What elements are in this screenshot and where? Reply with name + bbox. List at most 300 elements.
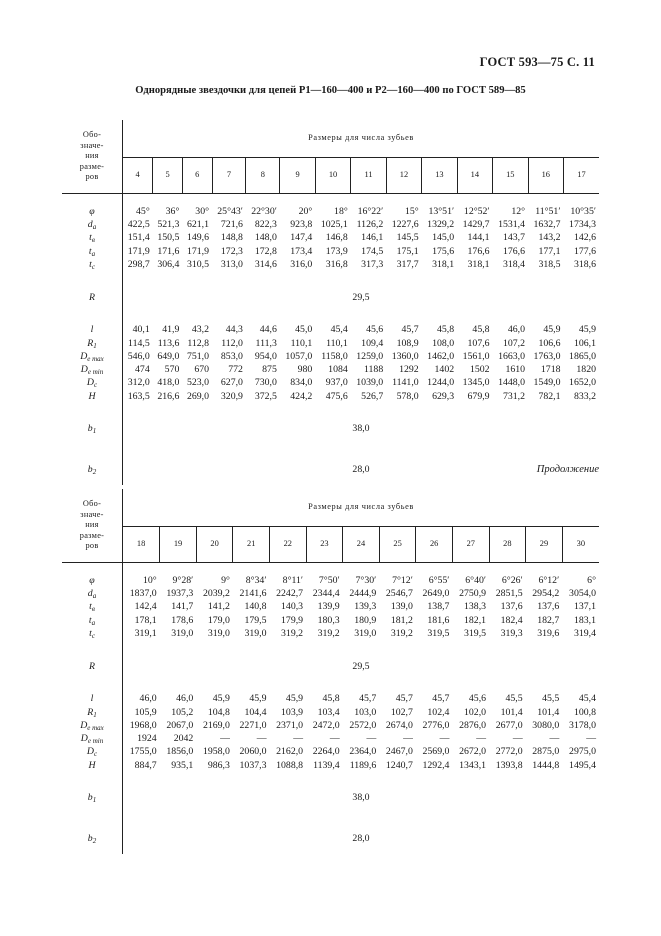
value-cell: 6°26′ bbox=[501, 574, 523, 586]
value-cell: 1329,2 bbox=[427, 219, 455, 231]
value-cell: 44,3 bbox=[225, 324, 243, 336]
value-cell: 954,0 bbox=[254, 350, 277, 362]
row-label-b1: $b_1$ bbox=[62, 414, 123, 444]
value-cell: 546,0 bbox=[127, 350, 150, 362]
row-label-r: R bbox=[62, 651, 123, 681]
value-cell: 521,3 bbox=[157, 219, 180, 231]
value-cell: 8°34′ bbox=[245, 574, 267, 586]
value-cell: 1429,7 bbox=[462, 219, 490, 231]
value-cell: 1037,3 bbox=[239, 759, 267, 771]
header-row bbox=[62, 120, 599, 158]
value-cell: 1495,4 bbox=[569, 759, 596, 771]
value-cell: — bbox=[476, 733, 487, 745]
value-cell: 151,4 bbox=[127, 232, 150, 244]
value-cell: 100,8 bbox=[573, 706, 596, 718]
label-header-line: ров bbox=[85, 541, 99, 551]
teeth-count-cell: 25 bbox=[379, 527, 416, 563]
value-cell: 174,5 bbox=[361, 245, 384, 257]
value-cell: 1924 bbox=[137, 733, 157, 745]
value-cell: 36° bbox=[165, 205, 180, 217]
value-cell: 6°12′ bbox=[538, 574, 560, 586]
value-cell: 2467,0 bbox=[385, 746, 413, 758]
value-cell: 181,2 bbox=[390, 614, 413, 626]
value-cell: 1856,0 bbox=[166, 746, 194, 758]
row-demax bbox=[62, 350, 599, 363]
row-tc bbox=[62, 258, 599, 271]
value-cell: 176,6 bbox=[502, 245, 526, 257]
spacer-cell bbox=[123, 271, 600, 282]
row-b1 bbox=[62, 414, 599, 444]
value-cell: 102,7 bbox=[390, 706, 413, 718]
merged-value-cell: 38,0 bbox=[352, 792, 370, 804]
value-cell: 884,7 bbox=[134, 759, 157, 771]
value-cell: 107,6 bbox=[467, 337, 490, 349]
value-cell: 180,9 bbox=[354, 614, 377, 626]
value-cell: 45° bbox=[136, 205, 150, 217]
row-h bbox=[62, 390, 599, 403]
teeth-count-row bbox=[62, 527, 599, 563]
value-cell: 1393,8 bbox=[495, 759, 523, 771]
value-cell: 306,4 bbox=[157, 258, 180, 270]
value-cell: 834,0 bbox=[290, 377, 313, 389]
row-r bbox=[62, 651, 599, 681]
teeth-count-cell: 18 bbox=[123, 527, 160, 563]
teeth-count-cell: 19 bbox=[160, 527, 197, 563]
teeth-count-cell: 15 bbox=[493, 158, 528, 194]
value-cell: 139,3 bbox=[354, 601, 377, 613]
value-cell: 101,4 bbox=[500, 706, 523, 718]
value-cell: 25°43′ bbox=[217, 205, 243, 217]
value-cell: 1561,0 bbox=[462, 350, 490, 362]
value-cell: 772 bbox=[228, 364, 243, 376]
teeth-count-cell: 30 bbox=[562, 527, 599, 563]
value-cell: 1502 bbox=[469, 364, 490, 376]
value-cell: 679,9 bbox=[467, 390, 490, 402]
value-cell: 144,1 bbox=[467, 232, 490, 244]
teeth-count-cell: 13 bbox=[422, 158, 457, 194]
value-cell: 782,1 bbox=[538, 390, 561, 402]
value-cell: 22°30′ bbox=[251, 205, 277, 217]
value-cell: 1360,0 bbox=[391, 350, 419, 362]
value-cell: 18° bbox=[334, 205, 348, 217]
value-cell: 1227,6 bbox=[391, 219, 419, 231]
value-cell: 141,2 bbox=[207, 601, 230, 613]
value-cell: 180,3 bbox=[317, 614, 340, 626]
label-header-line: ров bbox=[85, 172, 99, 182]
row-label-r1: $R_1$ bbox=[62, 706, 123, 719]
teeth-count-cell: 22 bbox=[269, 527, 306, 563]
value-cell: 2067,0 bbox=[166, 719, 194, 731]
spacer-cell bbox=[123, 563, 600, 575]
value-cell: 101,4 bbox=[537, 706, 560, 718]
value-cell: 2672,0 bbox=[459, 746, 487, 758]
row-h bbox=[62, 759, 599, 772]
teeth-count-cell: 5 bbox=[153, 158, 183, 194]
value-cell: 1402 bbox=[434, 364, 455, 376]
value-cell: 45,4 bbox=[578, 693, 596, 705]
value-cell: 1718 bbox=[540, 364, 561, 376]
value-cell: 106,1 bbox=[573, 337, 596, 349]
table-title: Однорядные звездочки для цепей Р1—160—400 и Р2—160—400 по ГОСТ 589—85 bbox=[135, 85, 526, 96]
value-cell: 1259,0 bbox=[356, 350, 384, 362]
row-b2 bbox=[62, 824, 599, 854]
label-header-line: Обо- bbox=[82, 130, 102, 140]
value-cell: — bbox=[220, 733, 230, 745]
value-cell: 319,0 bbox=[171, 627, 194, 639]
merged-value-cell: 38,0 bbox=[352, 423, 370, 435]
value-cell: 104,8 bbox=[207, 706, 230, 718]
value-cell: 318,4 bbox=[502, 258, 526, 270]
value-cell: 8°11′ bbox=[282, 574, 304, 586]
label-header-line: значе- bbox=[80, 140, 104, 150]
value-cell: 177,1 bbox=[538, 245, 561, 257]
value-cell: 138,3 bbox=[464, 601, 487, 613]
value-cell: 178,1 bbox=[134, 614, 157, 626]
value-cell: 578,0 bbox=[396, 390, 419, 402]
label-header-line: значе- bbox=[80, 509, 104, 519]
value-cell: 163,5 bbox=[127, 390, 150, 402]
value-cell: 418,0 bbox=[157, 377, 180, 389]
value-cell: 45,8 bbox=[322, 693, 340, 705]
value-cell: 649,0 bbox=[157, 350, 180, 362]
teeth-count-cell: 26 bbox=[416, 527, 453, 563]
row-b2 bbox=[62, 455, 599, 485]
row-r bbox=[62, 282, 599, 312]
value-cell: 721,6 bbox=[220, 219, 243, 231]
value-cell: 2569,0 bbox=[422, 746, 450, 758]
spacer-cell bbox=[123, 813, 600, 824]
row-label-da: $d_a$ bbox=[62, 218, 123, 231]
value-cell: 112,0 bbox=[221, 337, 243, 349]
teeth-count-cell: 28 bbox=[489, 527, 526, 563]
value-cell: 2162,0 bbox=[276, 746, 304, 758]
spacer-cell bbox=[123, 312, 600, 323]
value-cell: 179,5 bbox=[244, 614, 267, 626]
value-cell: 2750,9 bbox=[459, 588, 487, 600]
label-header-line: Обо- bbox=[82, 499, 102, 509]
teeth-count-cell: 7 bbox=[212, 158, 246, 194]
value-cell: 319,2 bbox=[390, 627, 413, 639]
row-label-tb: $t_в$ bbox=[62, 601, 123, 614]
value-cell: 2875,0 bbox=[532, 746, 560, 758]
row-r1 bbox=[62, 337, 599, 350]
spacer-label bbox=[62, 772, 123, 783]
value-cell: 822,3 bbox=[254, 219, 277, 231]
value-cell: 2546,7 bbox=[385, 588, 413, 600]
value-cell: 319,3 bbox=[500, 627, 523, 639]
teeth-count-cell: 23 bbox=[306, 527, 343, 563]
value-cell: 46,0 bbox=[176, 693, 194, 705]
value-cell: 1462,0 bbox=[427, 350, 455, 362]
spacer-cell bbox=[123, 194, 600, 206]
value-cell: 312,0 bbox=[127, 377, 150, 389]
value-cell: 6° bbox=[587, 574, 596, 586]
row-phi bbox=[62, 205, 599, 218]
spacer-cell bbox=[123, 640, 600, 651]
value-cell: 45,7 bbox=[432, 693, 450, 705]
value-cell: 149,6 bbox=[186, 232, 210, 244]
teeth-count-cell: 29 bbox=[526, 527, 563, 563]
value-cell: 523,0 bbox=[186, 377, 210, 389]
value-cell: 1343,1 bbox=[459, 759, 487, 771]
spacer-cell bbox=[123, 772, 600, 783]
value-cell: 2264,0 bbox=[312, 746, 340, 758]
spacer-label bbox=[62, 312, 123, 323]
label-header-line: разме- bbox=[79, 530, 105, 540]
spacer-row bbox=[62, 563, 599, 575]
value-cell: 2242,7 bbox=[276, 588, 304, 600]
row-da bbox=[62, 218, 599, 231]
value-cell: 139,0 bbox=[390, 601, 413, 613]
value-cell: — bbox=[403, 733, 413, 745]
row-ta bbox=[62, 245, 599, 258]
value-cell: 10° bbox=[142, 574, 157, 586]
value-cell: 319,5 bbox=[464, 627, 487, 639]
value-cell: 2060,0 bbox=[239, 746, 267, 758]
value-cell: 148,8 bbox=[220, 232, 243, 244]
value-cell: 108,9 bbox=[396, 337, 419, 349]
value-cell: 2674,0 bbox=[385, 719, 413, 731]
value-cell: 30° bbox=[195, 205, 210, 217]
value-cell: 9° bbox=[221, 574, 230, 586]
row-label-r1: $R_1$ bbox=[62, 337, 123, 350]
value-cell: 45,5 bbox=[542, 693, 560, 705]
value-cell: 140,8 bbox=[244, 601, 267, 613]
teeth-count-cell: 16 bbox=[528, 158, 563, 194]
header-row bbox=[62, 489, 599, 527]
value-cell: 102,4 bbox=[427, 706, 450, 718]
value-cell: 145,5 bbox=[396, 232, 419, 244]
value-cell: 318,5 bbox=[538, 258, 561, 270]
value-cell: 2975,0 bbox=[569, 746, 596, 758]
value-cell: 570 bbox=[164, 364, 180, 376]
value-cell: 45,8 bbox=[472, 324, 490, 336]
value-cell: 102,0 bbox=[464, 706, 487, 718]
spacer-row bbox=[62, 640, 599, 651]
label-header-line: ния bbox=[85, 520, 99, 530]
value-cell: 318,6 bbox=[573, 258, 596, 270]
value-cell: 179,9 bbox=[281, 614, 304, 626]
value-cell: 43,2 bbox=[191, 324, 210, 336]
value-cell: 2271,0 bbox=[239, 719, 267, 731]
value-cell: 526,7 bbox=[361, 390, 384, 402]
spacer-row bbox=[62, 194, 599, 206]
value-cell: 45,4 bbox=[330, 324, 348, 336]
value-cell: — bbox=[439, 733, 450, 745]
spacer-cell bbox=[123, 681, 600, 692]
value-cell: 319,0 bbox=[354, 627, 377, 639]
spacer-row bbox=[62, 444, 599, 455]
value-cell: 2772,0 bbox=[495, 746, 523, 758]
row-label-h: H bbox=[62, 759, 123, 772]
teeth-count-row bbox=[62, 158, 599, 194]
value-cell: 1610 bbox=[505, 364, 526, 376]
row-tb bbox=[62, 232, 599, 245]
row-label-b1: $b_1$ bbox=[62, 783, 123, 813]
value-cell: 1937,3 bbox=[166, 588, 194, 600]
value-cell: 45,9 bbox=[578, 324, 596, 336]
value-cell: 143,7 bbox=[502, 232, 526, 244]
value-cell: 137,1 bbox=[573, 601, 596, 613]
value-cell: 3080,0 bbox=[532, 719, 560, 731]
value-cell: 319,0 bbox=[244, 627, 267, 639]
value-cell: 2344,4 bbox=[312, 588, 340, 600]
row-label-l: l bbox=[62, 323, 123, 336]
value-cell: 138,7 bbox=[427, 601, 450, 613]
row-tb bbox=[62, 601, 599, 614]
value-cell: 107,2 bbox=[502, 337, 526, 349]
row-label-ta: $t_a$ bbox=[62, 245, 123, 258]
row-demax bbox=[62, 719, 599, 732]
value-cell: 1292 bbox=[399, 364, 419, 376]
spacer-label bbox=[62, 403, 123, 414]
value-cell: 2954,2 bbox=[532, 588, 560, 600]
teeth-count-cell: 14 bbox=[457, 158, 492, 194]
page-header: ГОСТ 593—75 С. 11 bbox=[479, 55, 595, 69]
value-cell: 177,6 bbox=[573, 245, 596, 257]
value-cell: 46,0 bbox=[507, 324, 526, 336]
row-label-b2: $b_2$ bbox=[62, 824, 123, 854]
row-label-l: l bbox=[62, 692, 123, 705]
teeth-count-cell: 6 bbox=[182, 158, 212, 194]
value-cell: 15° bbox=[404, 205, 419, 217]
value-cell: 44,6 bbox=[259, 324, 277, 336]
value-cell: 319,1 bbox=[134, 627, 157, 639]
row-label-ta: $t_a$ bbox=[62, 614, 123, 627]
label-column-header bbox=[62, 489, 123, 563]
value-cell: 422,5 bbox=[127, 219, 150, 231]
value-cell: 172,3 bbox=[220, 245, 243, 257]
value-cell: 1820 bbox=[576, 364, 596, 376]
value-cell: 45,9 bbox=[543, 324, 561, 336]
value-cell: 2039,2 bbox=[202, 588, 230, 600]
value-cell: 318,1 bbox=[467, 258, 490, 270]
value-cell: 110,1 bbox=[326, 337, 348, 349]
label-header-line: ния bbox=[85, 151, 99, 161]
value-cell: 12° bbox=[511, 205, 526, 217]
value-cell: 2677,0 bbox=[495, 719, 523, 731]
value-cell: 319,2 bbox=[281, 627, 304, 639]
value-cell: 45,6 bbox=[366, 324, 384, 336]
value-cell: 1244,0 bbox=[427, 377, 455, 389]
value-cell: 16°22′ bbox=[357, 205, 384, 217]
value-cell: 314,6 bbox=[254, 258, 277, 270]
row-r1 bbox=[62, 706, 599, 719]
value-cell: 1968,0 bbox=[129, 719, 157, 731]
value-cell: 627,0 bbox=[220, 377, 243, 389]
value-cell: 111,3 bbox=[255, 337, 277, 349]
value-cell: 45,9 bbox=[249, 693, 267, 705]
row-ta bbox=[62, 614, 599, 627]
value-cell: 182,4 bbox=[500, 614, 523, 626]
value-cell: 1057,0 bbox=[285, 350, 313, 362]
value-cell: — bbox=[329, 733, 340, 745]
row-label-demin: $D_{e min}$ bbox=[62, 732, 123, 745]
value-cell: 45,9 bbox=[285, 693, 304, 705]
value-cell: 108,0 bbox=[432, 337, 455, 349]
value-cell: 318,1 bbox=[432, 258, 455, 270]
value-cell: 183,1 bbox=[573, 614, 596, 626]
value-cell: 833,2 bbox=[573, 390, 596, 402]
value-cell: 104,4 bbox=[244, 706, 267, 718]
group-header: Размеры для числа зубьев bbox=[123, 120, 600, 158]
value-cell: 20° bbox=[298, 205, 313, 217]
value-cell: 317,3 bbox=[361, 258, 384, 270]
value-cell: 3054,0 bbox=[569, 588, 596, 600]
row-phi bbox=[62, 574, 599, 587]
value-cell: 935,1 bbox=[171, 759, 194, 771]
value-cell: 269,0 bbox=[186, 390, 210, 402]
value-cell: 45,6 bbox=[468, 693, 487, 705]
spacer-label bbox=[62, 640, 123, 651]
spacer-row bbox=[62, 312, 599, 323]
value-cell: 103,0 bbox=[354, 706, 377, 718]
value-cell: 137,6 bbox=[500, 601, 523, 613]
row-demin bbox=[62, 363, 599, 376]
value-cell: 171,9 bbox=[186, 245, 210, 257]
value-cell: 1663,0 bbox=[498, 350, 526, 362]
row-dc bbox=[62, 746, 599, 759]
spacer-label bbox=[62, 444, 123, 455]
value-cell: 1549,0 bbox=[533, 377, 561, 389]
spacer-cell bbox=[123, 403, 600, 414]
row-label-h: H bbox=[62, 390, 123, 403]
row-label-demax: $D_{e max}$ bbox=[62, 350, 123, 363]
merged-value-cell: 28,0 bbox=[352, 833, 370, 845]
teeth-count-cell: 10 bbox=[315, 158, 350, 194]
spacer-row bbox=[62, 681, 599, 692]
value-cell: 320,9 bbox=[220, 390, 243, 402]
value-cell: 106,6 bbox=[538, 337, 561, 349]
spacer-label bbox=[62, 813, 123, 824]
value-cell: 1158,0 bbox=[321, 350, 348, 362]
value-cell: 2371,0 bbox=[276, 719, 304, 731]
value-cell: 173,9 bbox=[325, 245, 348, 257]
value-cell: 2364,0 bbox=[349, 746, 377, 758]
value-cell: 9°28′ bbox=[172, 574, 194, 586]
value-cell: 316,8 bbox=[325, 258, 348, 270]
spacer-label bbox=[62, 194, 123, 206]
row-label-tb: $t_в$ bbox=[62, 232, 123, 245]
spacer-row bbox=[62, 403, 599, 414]
value-cell: 173,4 bbox=[290, 245, 313, 257]
row-l bbox=[62, 323, 599, 336]
spacer-label bbox=[62, 271, 123, 282]
value-cell: 2776,0 bbox=[422, 719, 450, 731]
value-cell: 46,0 bbox=[139, 693, 157, 705]
merged-value-cell: 29,5 bbox=[352, 660, 370, 672]
value-cell: 1345,0 bbox=[462, 377, 490, 389]
value-cell: 114,5 bbox=[128, 337, 150, 349]
value-cell: 2851,5 bbox=[495, 588, 523, 600]
row-label-r: R bbox=[62, 282, 123, 312]
value-cell: 139,9 bbox=[317, 601, 340, 613]
value-cell: 298,7 bbox=[127, 258, 150, 270]
value-cell: 110,1 bbox=[290, 337, 313, 349]
value-cell: 137,6 bbox=[537, 601, 560, 613]
value-cell: 2572,0 bbox=[349, 719, 377, 731]
value-cell: 146,8 bbox=[325, 232, 348, 244]
value-cell: 146,1 bbox=[361, 232, 384, 244]
value-cell: 182,1 bbox=[464, 614, 487, 626]
value-cell: 1292,4 bbox=[422, 759, 450, 771]
value-cell: 2141,6 bbox=[239, 588, 267, 600]
value-cell: 1444,8 bbox=[532, 759, 560, 771]
value-cell: 179,0 bbox=[207, 614, 230, 626]
value-cell: 10°35′ bbox=[570, 205, 596, 217]
value-cell: — bbox=[512, 733, 523, 745]
value-cell: 45,7 bbox=[359, 693, 377, 705]
